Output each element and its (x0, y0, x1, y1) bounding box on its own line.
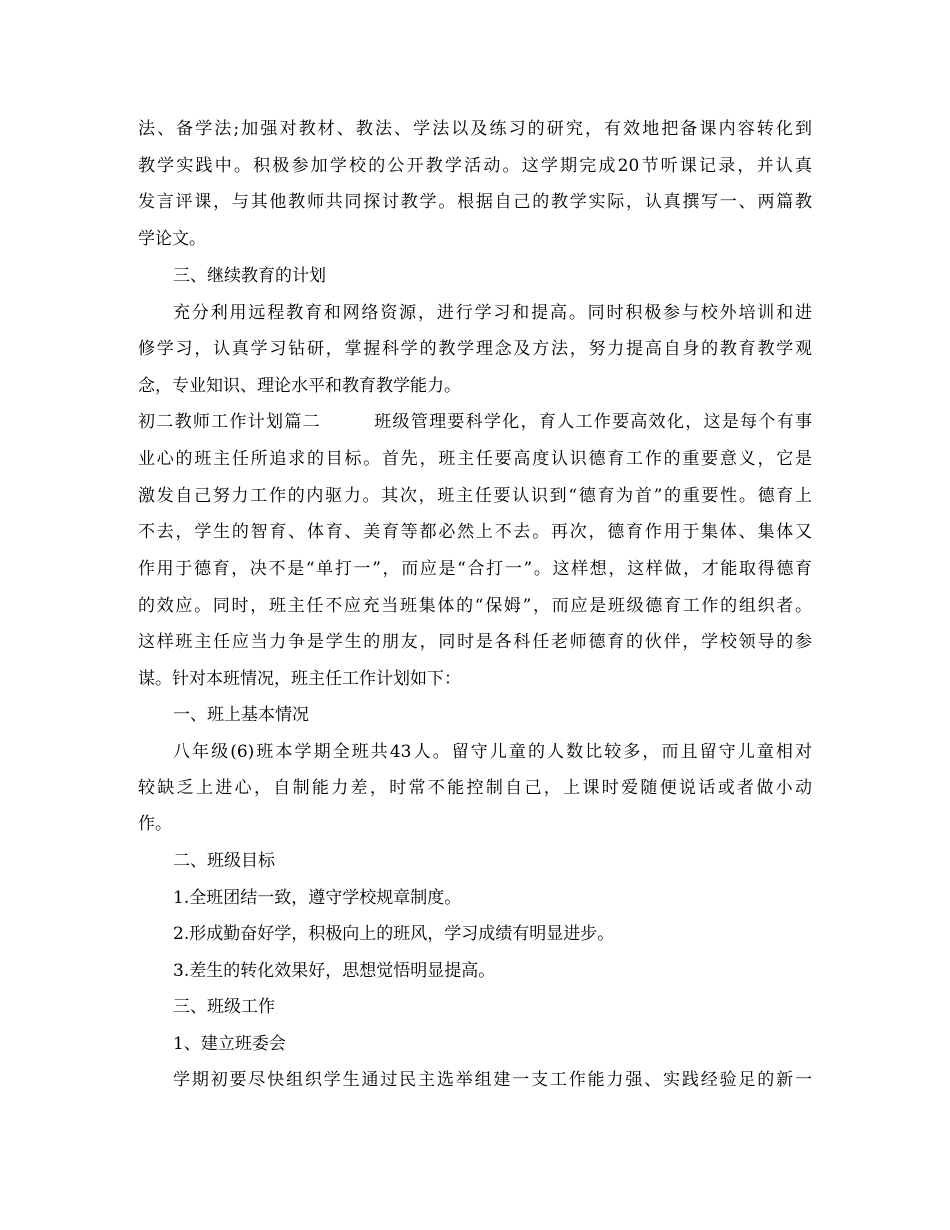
body-text-line: 学论文。 (138, 229, 206, 249)
body-text-line: 班级管理要科学化，育人工作要高效化，这是每个有事 (372, 412, 813, 432)
body-text-line: 的效应。同时，班主任不应充当班集体的“保姆”，而应是班级德育工作的组织者。 (138, 596, 812, 616)
body-text-line: 八年级(6)班本学期全班共43人。留守儿童的人数比较多，而且留守儿童相对 (173, 742, 812, 762)
body-text-line: 作用于德育，决不是“单打一”，而应是“合打一”。这样想，这样做，才能取得德育 (138, 559, 812, 579)
body-text-line: 较缺乏上进心，自制能力差，时常不能控制自己，上课时爱随便说话或者做小动 (138, 778, 812, 798)
section-heading: 二、班级目标 (173, 851, 275, 871)
body-text-line: 学期初要尽快组织学生通过民主选举组建一支工作能力强、实践经验足的新一 (173, 1070, 812, 1090)
body-text-line: 发言评课，与其他教师共同探讨教学。根据自己的教学实际，认真撰写一、两篇教 (138, 192, 812, 212)
list-item: 3.差生的转化效果好，思想觉悟明显提高。 (173, 961, 496, 981)
body-text-line: 充分利用远程教育和网络资源，进行学习和提高。同时积极参与校外培训和进 (173, 303, 812, 323)
section-heading: 三、继续教育的计划 (173, 266, 326, 286)
body-text-line: 谋。针对本班情况，班主任工作计划如下： (138, 669, 461, 689)
body-text-line: 教学实践中。积极参加学校的公开教学活动。这学期完成20节听课记录，并认真 (138, 156, 812, 176)
body-text-line: 修学习，认真学习钻研，掌握科学的教学理念及方法，努力提高自身的教育教学观 (138, 339, 812, 359)
article-title: 初二教师工作计划篇二 (138, 412, 321, 432)
list-item: 2.形成勤奋好学，积极向上的班风，学习成绩有明显进步。 (173, 924, 615, 944)
body-text-line: 法、备学法;加强对教材、教法、学法以及练习的研究，有效地把备课内容转化到 (138, 119, 812, 139)
body-text-line: 这样班主任应当力争是学生的朋友，同时是各科任老师德育的伙伴，学校领导的参 (138, 632, 812, 652)
section-heading: 三、班级工作 (173, 997, 275, 1017)
body-text-line: 不去，学生的智育、体育、美育等都必然上不去。再次，德育作用于集体、集体又 (138, 522, 812, 542)
list-item: 1.全班团结一致，遵守学校规章制度。 (173, 888, 462, 908)
body-text-line: 念，专业知识、理论水平和教育教学能力。 (138, 376, 461, 396)
body-text-line: 作。 (138, 814, 172, 834)
body-text-line: 业心的班主任所追求的目标。首先，班主任要高度认识德育工作的重要意义，它是 (138, 449, 812, 469)
subsection-heading: 1、建立班委会 (173, 1034, 286, 1054)
body-text-line: 激发自己努力工作的内驱力。其次，班主任要认识到“德育为首”的重要性。德育上 (138, 486, 812, 506)
section-heading: 一、班上基本情况 (173, 705, 309, 725)
article-title-line (138, 410, 812, 434)
